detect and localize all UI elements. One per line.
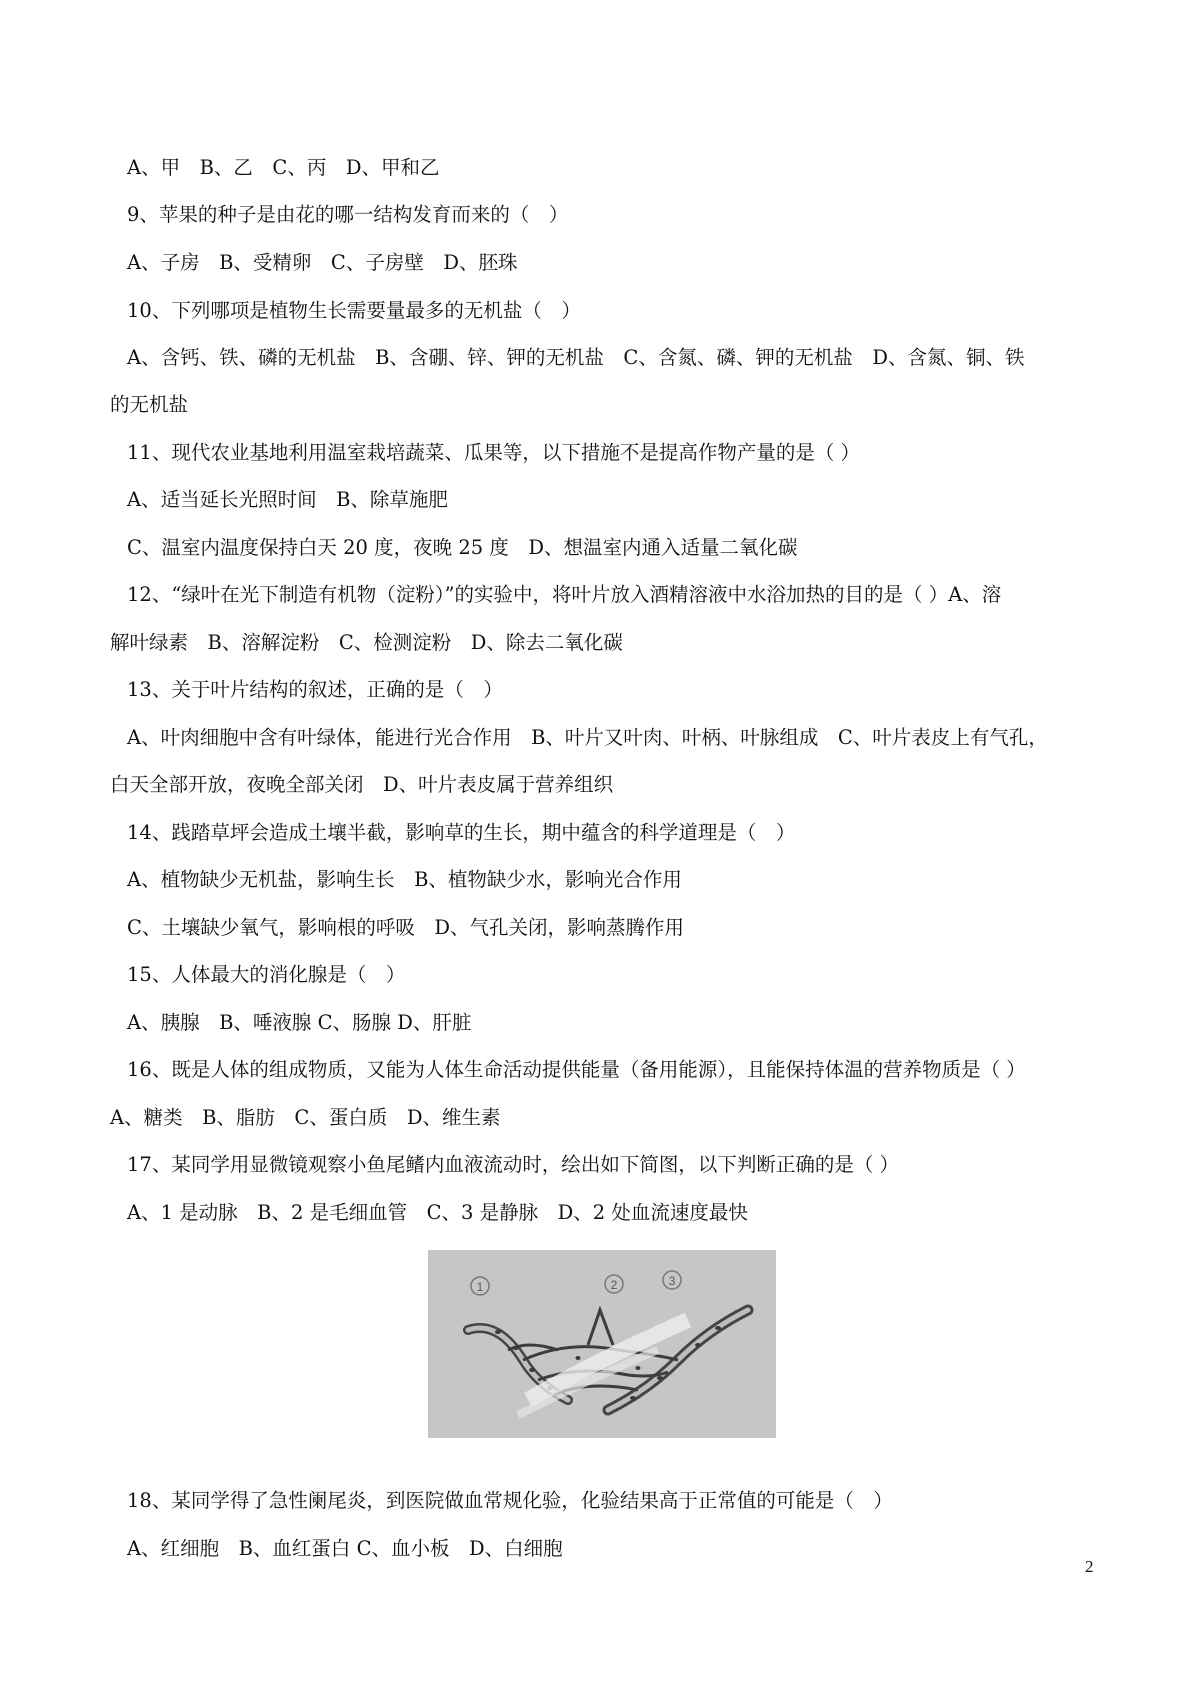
q18-stem: 18、某同学得了急性阑尾炎，到医院做血常规化验，化验结果高于正常值的可能是（ ） <box>127 1489 893 1512</box>
q15-options: A、胰腺 B、唾液腺 C、肠腺 D、肝脏 <box>127 1011 472 1034</box>
q12-stem: 12、“绿叶在光下制造有机物（淀粉）”的实验中，将叶片放入酒精溶液中水浴加热的目的是（ ）A、溶 <box>127 583 1002 606</box>
q16-stem: 16、既是人体的组成物质，又能为人体生命活动提供能量（备用能源），且能保持体温的营养物质是（ ） <box>127 1058 1026 1081</box>
label-1: 1 <box>476 1280 484 1294</box>
label-3: 3 <box>668 1274 676 1288</box>
q12-options: 解叶绿素 B、溶解淀粉 C、检测淀粉 D、除去二氧化碳 <box>110 631 623 654</box>
q9-options: A、子房 B、受精卵 C、子房壁 D、胚珠 <box>127 251 518 274</box>
q17-stem: 17、某同学用显微镜观察小鱼尾鳍内血液流动时，绘出如下简图，以下判断正确的是（ ） <box>127 1153 900 1176</box>
q13-options: A、叶肉细胞中含有叶绿体，能进行光合作用 B、叶片又叶肉、叶柄、叶脉组成 C、叶片表皮上有气孔， <box>127 726 1048 749</box>
q15-stem: 15、人体最大的消化腺是（ ） <box>127 963 406 986</box>
page-number: 2 <box>1085 1557 1094 1576</box>
q11-options-ab: A、适当延长光照时间 B、除草施肥 <box>127 488 448 511</box>
q13-options-cont: 白天全部开放，夜晚全部关闭 D、叶片表皮属于营养组织 <box>110 773 614 796</box>
q17-options: A、1 是动脉 B、2 是毛细血管 C、3 是静脉 D、2 处血流速度最快 <box>127 1201 748 1224</box>
q11-stem: 11、现代农业基地利用温室栽培蔬菜、瓜果等，以下措施不是提高作物产量的是（ ） <box>127 441 861 464</box>
q8-options: A、甲 B、乙 C、丙 D、甲和乙 <box>127 156 440 179</box>
q9-stem: 9、苹果的种子是由花的哪一结构发育而来的（ ） <box>127 203 569 226</box>
q11-options-cd: C、温室内温度保持白天 20 度，夜晚 25 度 D、想温室内通入适量二氧化碳 <box>127 536 798 559</box>
q13-stem: 13、关于叶片结构的叙述，正确的是（ ） <box>127 678 503 701</box>
q18-options: A、红细胞 B、血红蛋白 C、血小板 D、白细胞 <box>127 1537 563 1560</box>
label-2: 2 <box>610 1278 618 1292</box>
blood-vessel-diagram <box>428 1250 776 1438</box>
q16-options: A、糖类 B、脂肪 C、蛋白质 D、维生素 <box>110 1106 501 1129</box>
q10-stem: 10、下列哪项是植物生长需要量最多的无机盐（ ） <box>127 299 581 322</box>
q10-options: A、含钙、铁、磷的无机盐 B、含硼、锌、钾的无机盐 C、含氮、磷、钾的无机盐 D、含氮、铜、铁 <box>127 346 1025 369</box>
q14-options-cd: C、土壤缺少氧气，影响根的呼吸 D、气孔关闭，影响蒸腾作用 <box>127 916 685 939</box>
q14-stem: 14、践踏草坪会造成土壤半截，影响草的生长，期中蕴含的科学道理是（ ） <box>127 821 796 844</box>
q14-options-ab: A、植物缺少无机盐，影响生长 B、植物缺少水，影响光合作用 <box>127 868 682 891</box>
q10-options-cont: 的无机盐 <box>110 393 189 416</box>
fish-tail-blood-flow-figure <box>428 1250 776 1438</box>
